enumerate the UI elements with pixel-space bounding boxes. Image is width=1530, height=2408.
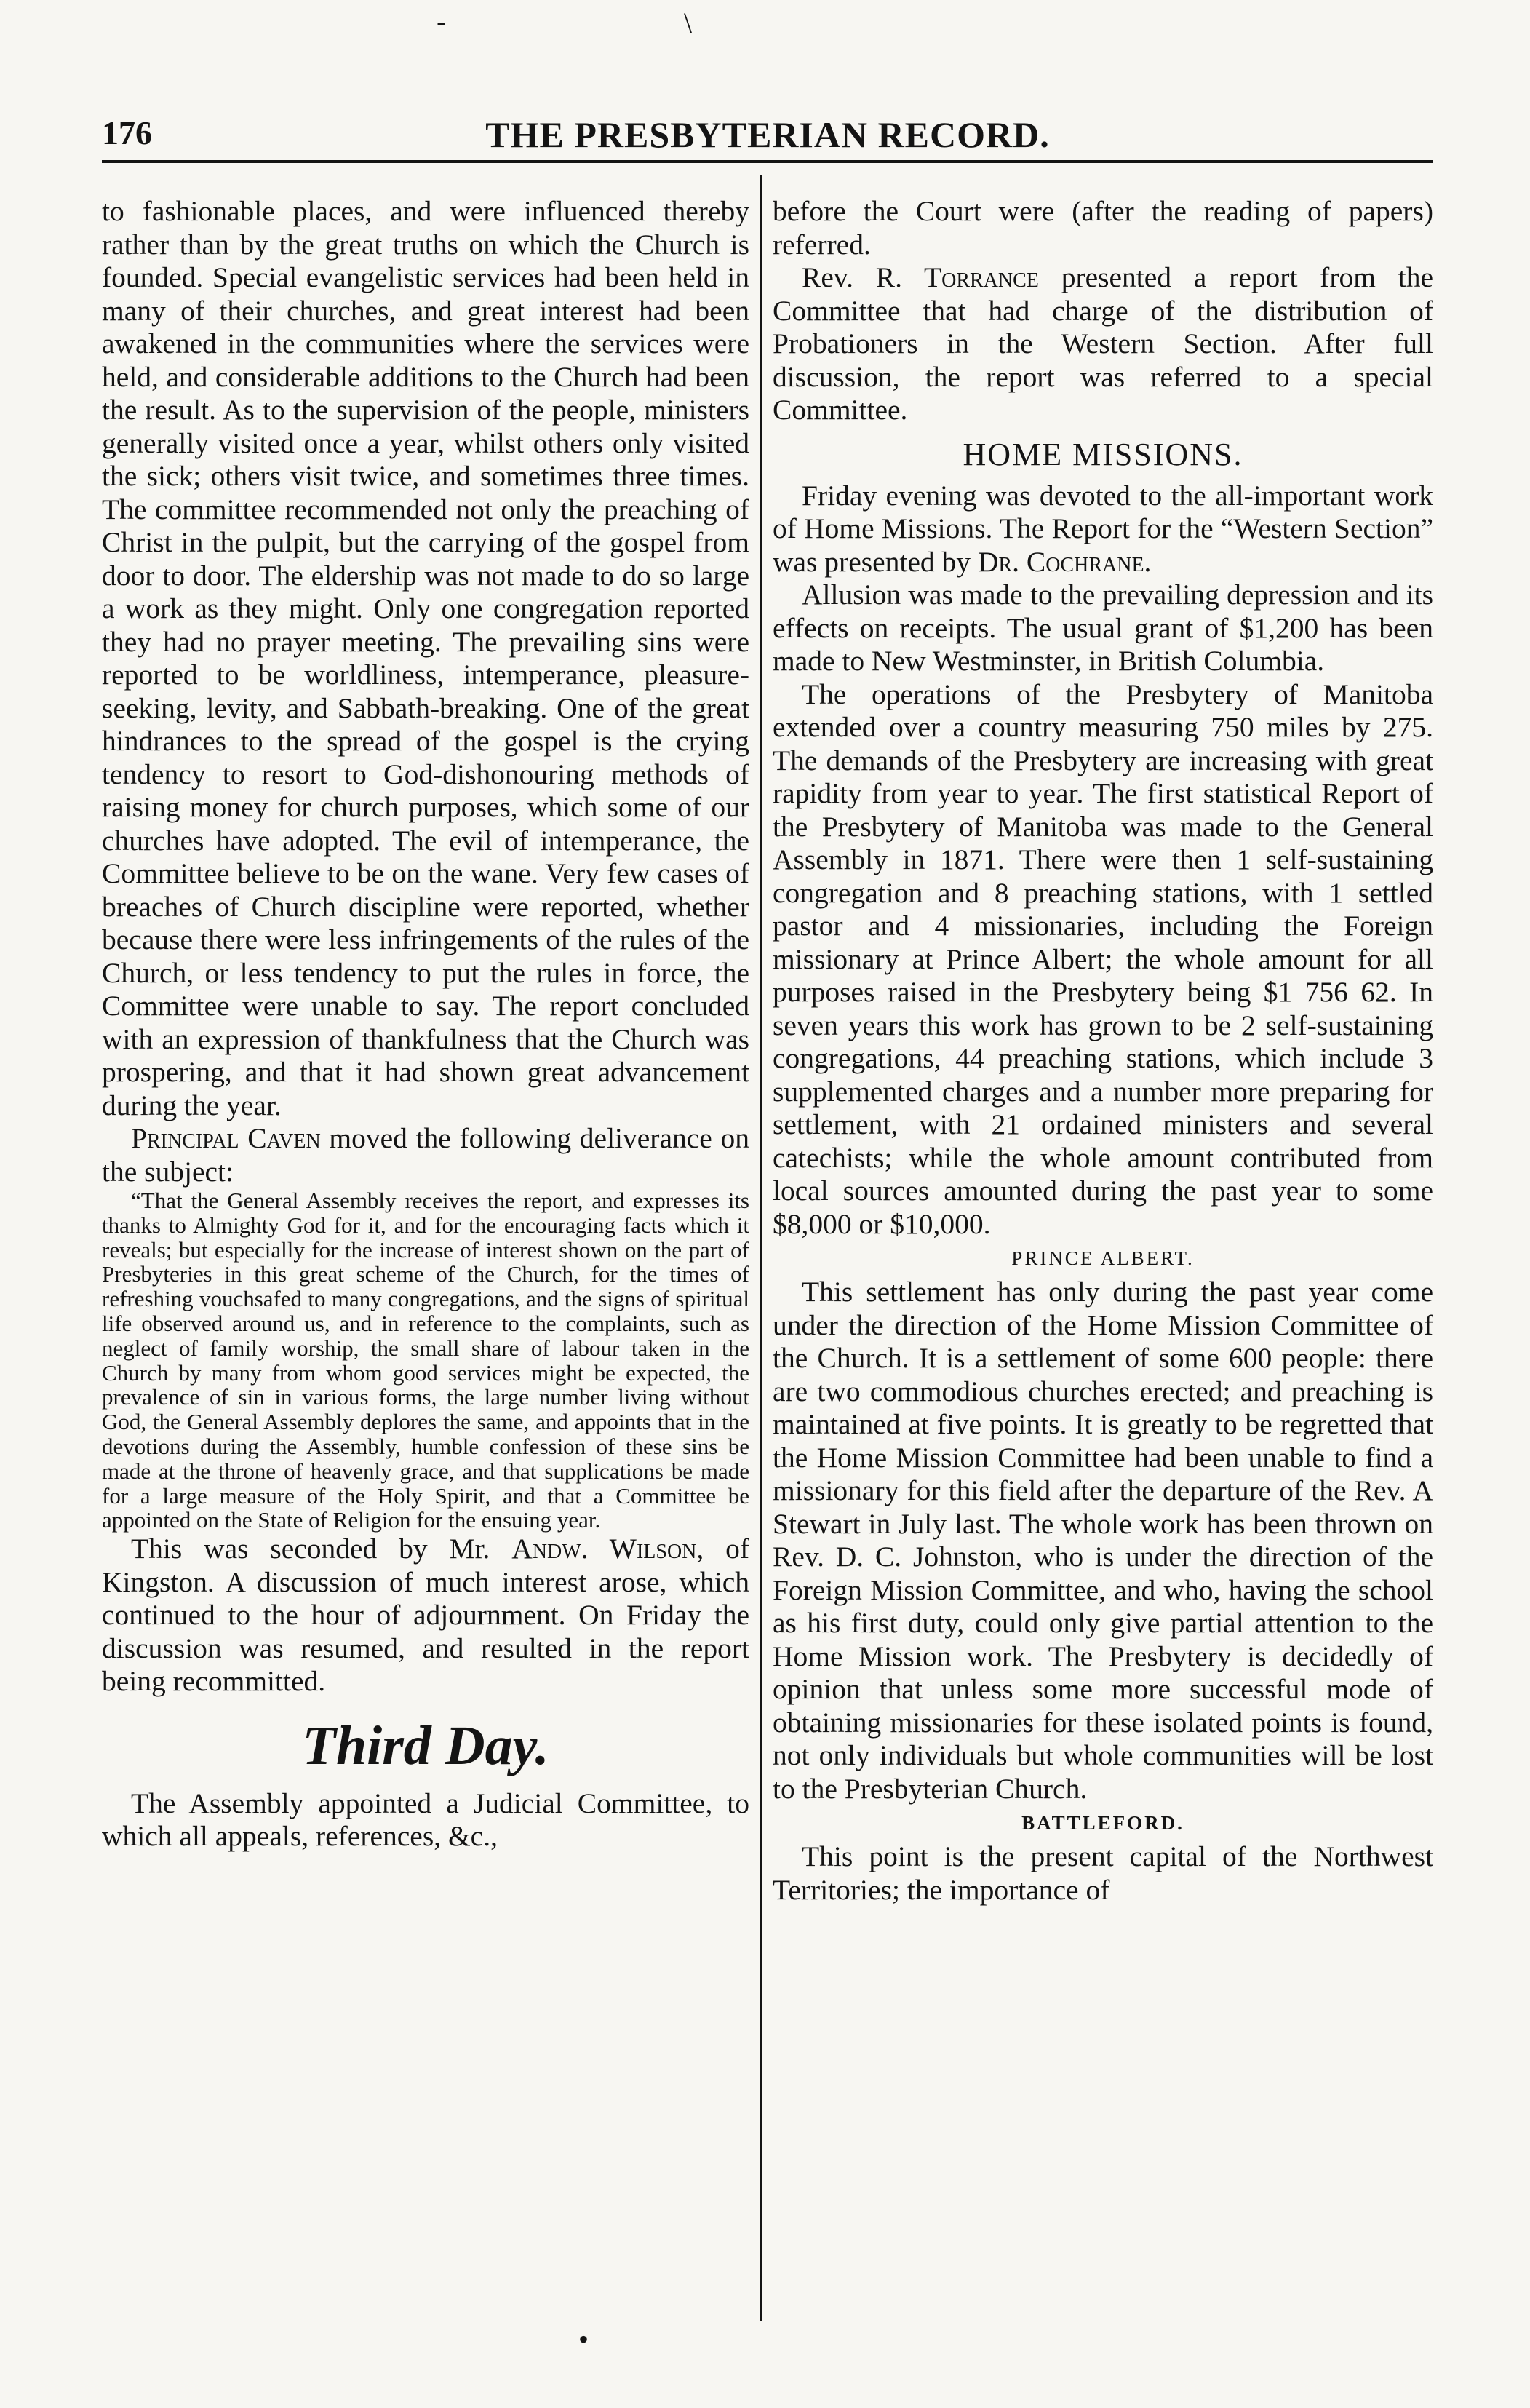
manitoba-paragraph: The operations of the Presbytery of Manitoba extended over a country measuring 750 miles by 275. The demands of the Presbytery are increasing with great rapidity from year to year. The first statistical Report of the Presbytery of Manitoba was made to the General Assembly in 1871. There were then 1 self-sustaining congregation and 8 preaching stations, with 1 settled pastor and 4 missionaries, including the Foreign missionary at Prince Albert; the whole amount for all purposes raised in the Presbytery being $1 756 62. In seven years this work has grown to be 2 self-sustaining congregations, 44 preaching stations, which include 3 supplemented charges and a number more preparing for settlement, with 21 ordained ministers and several catechists; while the whole amount contributed from local sources amounted during the past year to some $8,000 or $10,000. bbox=[773, 678, 1433, 1240]
left-column bbox=[102, 195, 749, 2327]
right-column bbox=[773, 195, 1433, 2327]
page-header bbox=[102, 109, 1433, 163]
motion-text: moved the following deliverance on the subject: bbox=[102, 1122, 749, 1188]
battleford-paragraph: This point is the present capital of the Northwest Territories; the importance of bbox=[773, 1840, 1433, 1906]
torrance-paragraph bbox=[773, 261, 1433, 427]
home-missions-intro bbox=[773, 480, 1433, 579]
torrance-text: Rev. bbox=[802, 261, 876, 293]
ink-dot: • bbox=[578, 2323, 589, 2356]
intro-end: . bbox=[1144, 545, 1152, 578]
seconded-text: This was seconded by Mr. bbox=[131, 1533, 512, 1565]
third-day-heading: Third Day. bbox=[302, 1714, 549, 1776]
seconded-rest: , of Kingston. A discussion of much interest arose, which continued to the hour of adjournment. On Friday the discussion was resumed, and resulted in the report being recommitted. bbox=[102, 1533, 749, 1698]
seconder-name: Andw. Wilson bbox=[511, 1533, 697, 1565]
prince-albert-heading: PRINCE ALBERT. bbox=[1011, 1247, 1195, 1269]
home-missions-heading: HOME MISSIONS. bbox=[963, 436, 1243, 472]
continued-paragraph: before the Court were (after the reading of papers) referred. bbox=[773, 195, 1433, 261]
ink-speck: \ bbox=[684, 7, 693, 39]
seconded-paragraph bbox=[102, 1533, 749, 1698]
judicial-committee-paragraph: The Assembly appointed a Judicial Committee, to which all appeals, references, &c., bbox=[102, 1787, 749, 1853]
depression-paragraph: Allusion was made to the prevailing depression and its effects on receipts. The usual grant of $1,200 has been made to New Westminster, in British Columbia. bbox=[773, 579, 1433, 677]
column-rule bbox=[760, 175, 762, 2321]
torrance-name: R. Torrance bbox=[875, 261, 1039, 293]
ink-speck: - bbox=[437, 5, 447, 38]
state-of-religion-report-text: to fashionable places, and were influenced thereby rather than by the great truths on which the Church is founded. Special evangelistic services had been held in many of their churches, and great interest had been awakened in the communities where the services were held, and considerable additions to the Church had been the result. As to the supervision of the people, ministers generally visited once a year, whilst others only visited the sick; others visit twice, and sometimes three times. The committee recommended not only the preaching of Christ in the pulpit, but the carrying of the gospel from door to door. The eldership was not made to do so large a work as they might. Only one congregation reported they had no prayer meeting. The prevailing sins were reported to be worldliness, intemperance, pleasure-seeking, levity, and Sabbath-breaking. One of the great hindrances to the spread of the gospel is the crying tendency to resort to God-dishonouring methods of raising money for church purposes, which some of our churches have adopted. The evil of intemperance, the Committee believe to be on the wane. Very few cases of breaches of Church discipline were reported, whether because there were less infringements of the rules of the Church, or less tendency to put the rules in force, the Committee were unable to say. The report concluded with an expression of thankfulness that the Church was prospering, and that it had shown great advancement during the year. bbox=[102, 195, 749, 1121]
prince-albert-paragraph: This settlement has only during the past year come under the direction of the Home Mission Committee of the Church. It is a settlement of some 600 people: there are two commodious churches erected; and preaching is maintained at five points. It is greatly to be regretted that the Home Mission Committee had been unable to find a missionary for this field after the departure of the Rev. A Stewart in July last. The whole work has been thrown on Rev. D. C. Johnston, who is under the direction of the Foreign Mission Committee, and who, having the school as his first duty, could only give partial attention to the Home Mission work. The Presbytery is decidedly of opinion that unless some more successful mode of obtaining missionaries for these isolated points is found, not only individuals but whole communities will be lost to the Presbyterian Church. bbox=[773, 1276, 1433, 1805]
intro-text: Friday evening was devoted to the all-important work of Home Missions. The Report for the “Western Section” was presented by bbox=[773, 479, 1433, 578]
journal-title: THE PRESBYTERIAN RECORD. bbox=[485, 114, 1050, 155]
caven-motion-paragraph bbox=[102, 1122, 749, 1188]
deliverance-quote: “That the General Assembly receives the report, and expresses its thanks to Almighty God for it, and for the encouraging facts which it reveals; but especially for the increase of interest shown on the part of Presbyteries in this great scheme of the Church, for the times of refreshing vouchsafed to many congregations, and the signs of spiritual life observed around us, and in reference to the complaints, such as neglect of family worship, the small share of labour taken in the Church by many from whom good services might be expected, the prevalence of sin in various forms, the large number living without God, the General Assembly deplores the same, and appoints that in the devotions during the Assembly, humble confession of these sins be made at the throne of heavenly grace, and that supplications be made for a large measure of the Holy Spirit, and that a Committee be appointed on the State of Religion for the ensuing year. bbox=[102, 1188, 749, 1533]
torrance-rest: presented a report from the Committee that had charge of the distribution of Probationers in the Western Section. After full discussion, the report was referred to a special Committee. bbox=[773, 261, 1433, 426]
page-number: 176 bbox=[102, 114, 152, 151]
speaker-name: Principal Caven bbox=[131, 1122, 321, 1154]
cochrane-name: Dr. Cochrane bbox=[977, 545, 1144, 578]
battleford-heading: BATTLEFORD. bbox=[1021, 1812, 1184, 1834]
